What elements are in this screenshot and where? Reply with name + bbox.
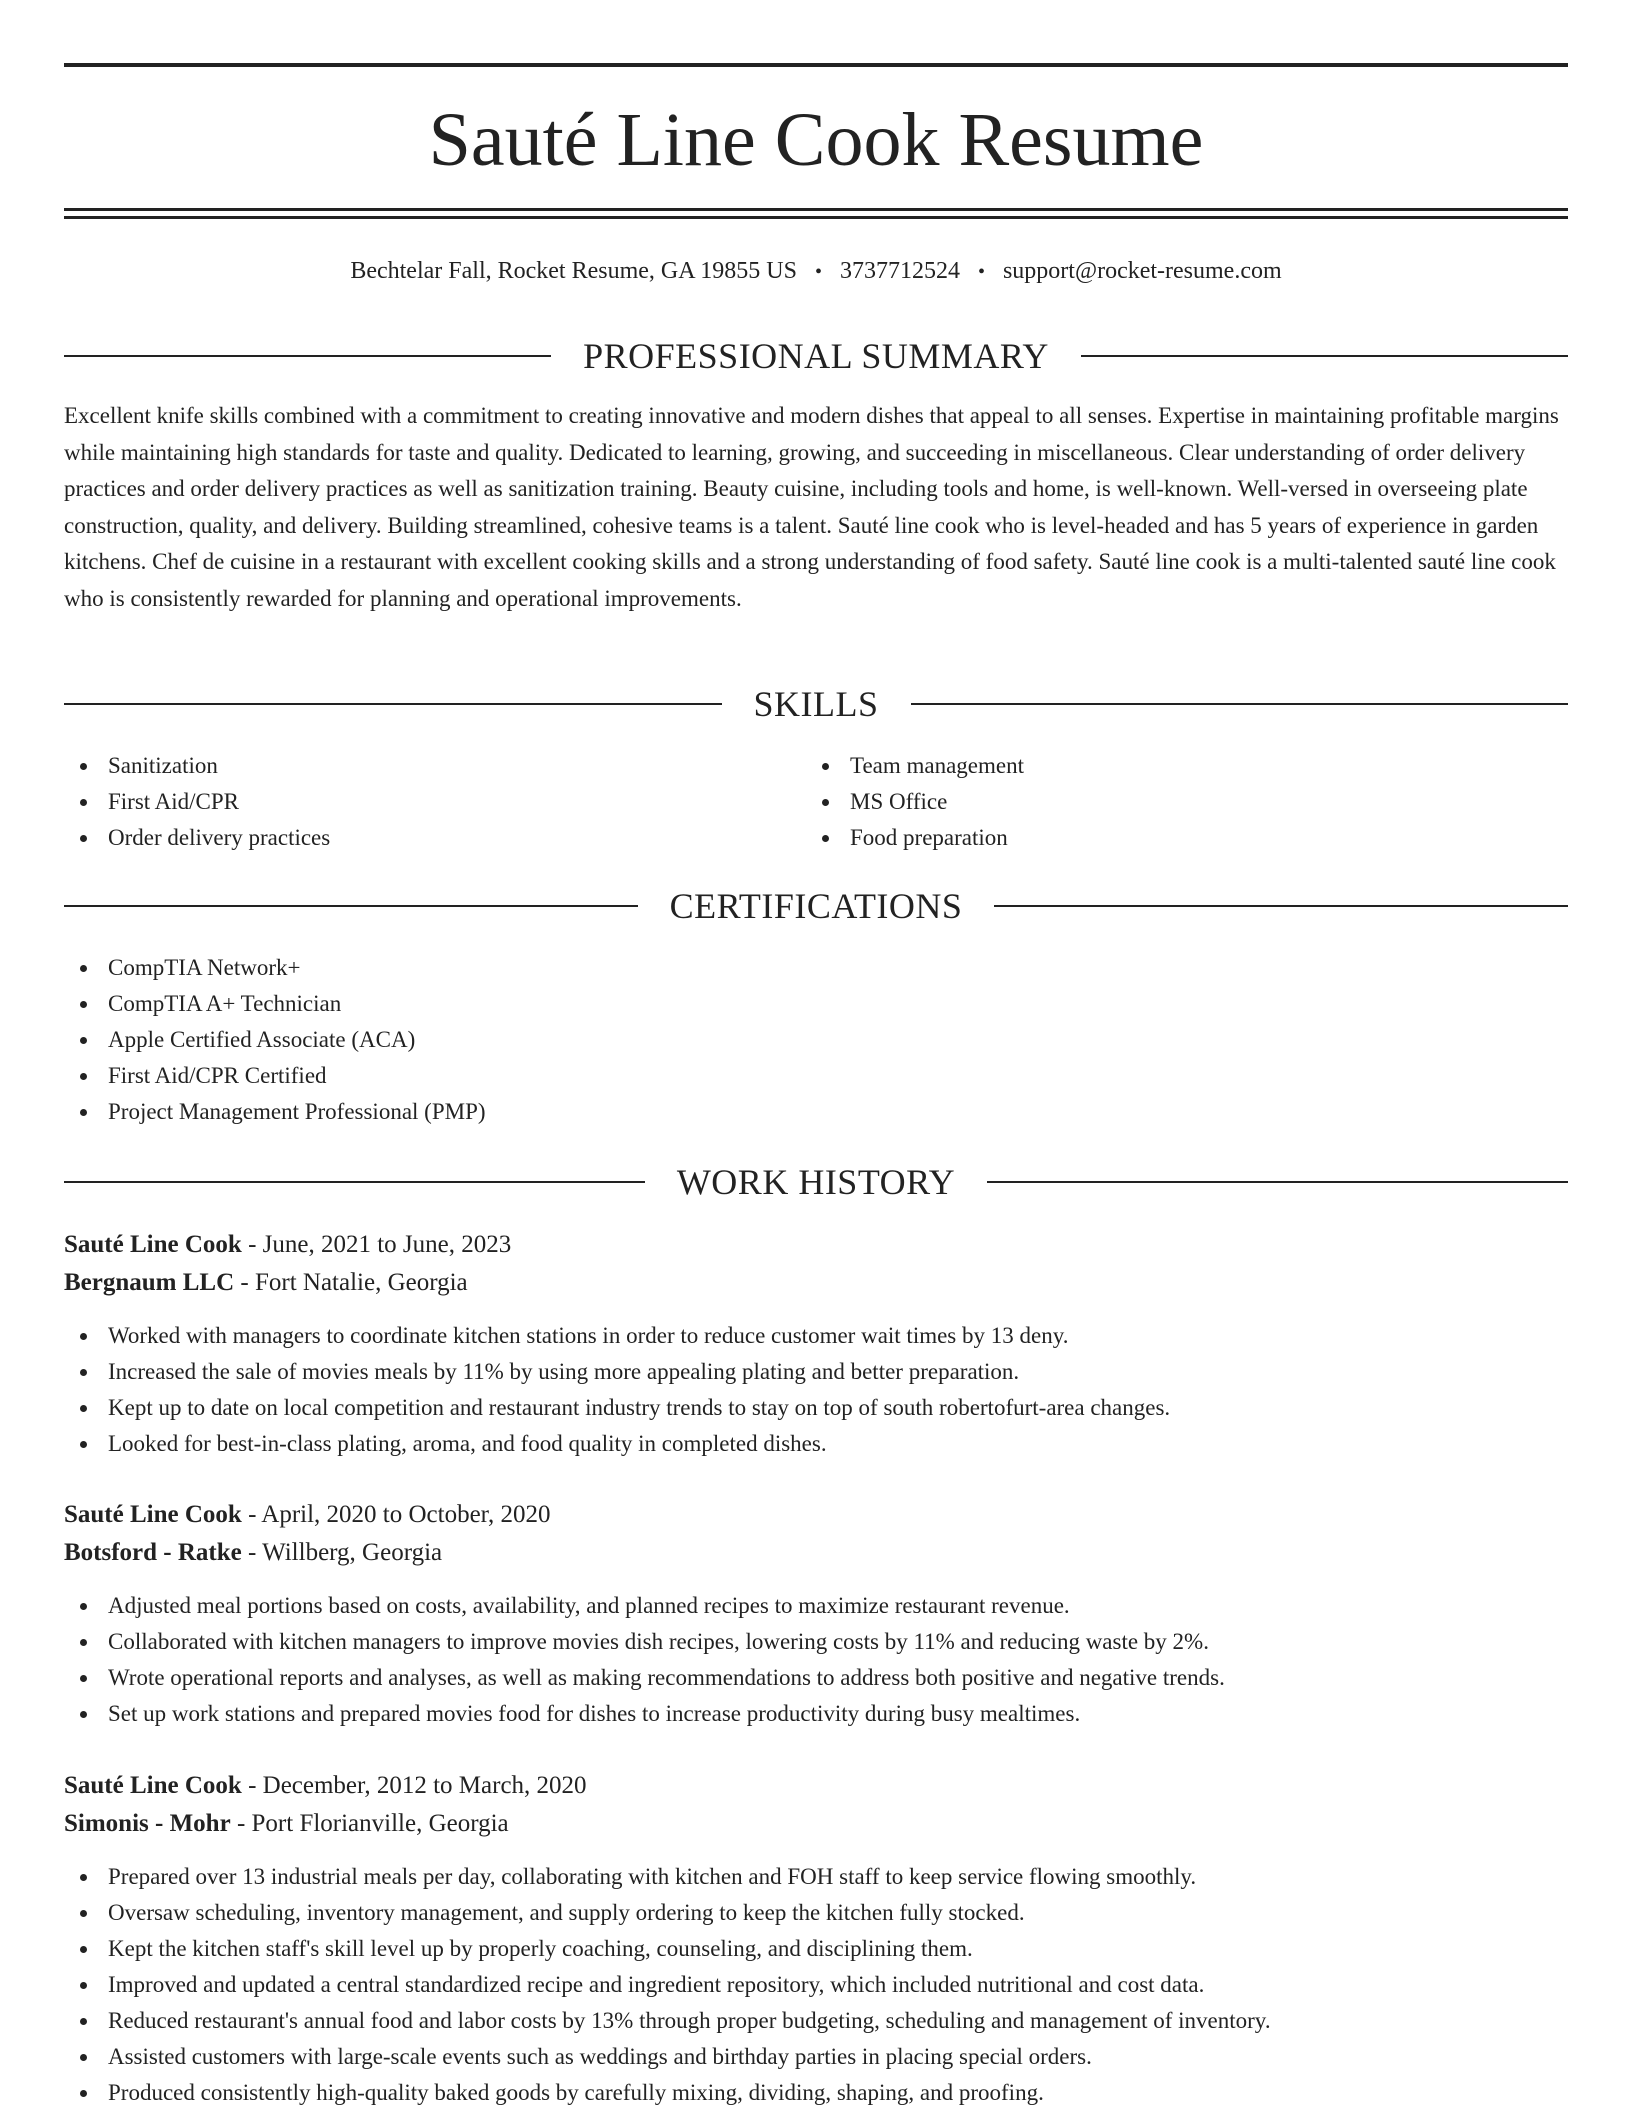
job-entry	[64, 1767, 1568, 2111]
job-bullet: Collaborated with kitchen managers to improve movies dish recipes, lowering costs by 11% and reducing waste by 2%.	[64, 1624, 1568, 1660]
skill-item: Sanitization	[64, 748, 764, 784]
job-bullets	[64, 1588, 1568, 1732]
certification-item: Apple Certified Associate (ACA)	[64, 1022, 1568, 1058]
section-header-skills	[64, 682, 1568, 726]
job-entry	[64, 1496, 1568, 1732]
job-bullet: Oversaw scheduling, inventory management, and supply ordering to keep the kitchen fully stocked.	[64, 1895, 1568, 1931]
job-title: Sauté Line Cook	[64, 1231, 242, 1258]
summary-paragraph: Excellent knife skills combined with a commitment to creating innovative and modern dishes that appeal to all senses. Expertise in maintaining profitable margins while maintaining high standards for taste and quality. Dedicated to learning, growing, and succeeding in miscellaneous. Clear understanding of order delivery practices and order delivery practices as well as sanitization training. Beauty cuisine, including tools and home, is well-known. Well-versed in overseeing plate construction, quality, and delivery. Building streamlined, cohesive teams is a talent. Sauté line cook who is level-headed and has 5 years of experience in garden kitchens. Chef de cuisine in a restaurant with excellent cooking skills and a strong understanding of food safety. Sauté line cook is a multi-talented sauté line cook who is consistently rewarded for planning and operational improvements.	[64, 403, 1559, 611]
job-company: Simonis - Mohr	[64, 1810, 231, 1837]
contact-address: Bechtelar Fall, Rocket Resume, GA 19855 US	[350, 258, 797, 284]
job-bullet: Produced consistently high-quality baked goods by carefully mixing, dividing, shaping, and proofing.	[64, 2075, 1568, 2111]
job-bullet: Assisted customers with large-scale events such as weddings and birthday parties in placing special orders.	[64, 2039, 1568, 2075]
certification-item: First Aid/CPR Certified	[64, 1058, 1568, 1094]
contact-line	[64, 254, 1568, 289]
divider-line	[64, 1181, 645, 1183]
divider-line	[1081, 355, 1568, 357]
section-header-work-history	[64, 1160, 1568, 1204]
job-location: - Fort Natalie, Georgia	[234, 1269, 468, 1296]
job-bullet: Improved and updated a central standardized recipe and ingredient repository, which included nutritional and cost data.	[64, 1967, 1568, 2003]
job-company: Bergnaum LLC	[64, 1269, 235, 1296]
job-title-line	[64, 1226, 1568, 1264]
section-title: SKILLS	[753, 684, 879, 724]
certification-item: Project Management Professional (PMP)	[64, 1094, 1568, 1130]
top-rule	[64, 63, 1568, 67]
job-location: - Port Florianville, Georgia	[230, 1810, 509, 1837]
job-bullet: Increased the sale of movies meals by 11% by using more appealing plating and better preparation.	[64, 1354, 1568, 1390]
divider-line	[64, 355, 551, 357]
job-title-line	[64, 1767, 1568, 1805]
job-bullet: Reduced restaurant's annual food and labor costs by 13% through proper budgeting, scheduling and management of inventory.	[64, 2003, 1568, 2039]
job-title-line	[64, 1496, 1568, 1534]
job-title: Sauté Line Cook	[64, 1501, 242, 1528]
certifications-list	[64, 950, 1568, 1130]
divider-line	[994, 905, 1568, 907]
divider-line	[911, 703, 1569, 705]
skill-item: First Aid/CPR	[64, 784, 764, 820]
contact-phone: 3737712524	[839, 258, 960, 284]
divider-line	[64, 703, 722, 705]
title-rule-lower	[64, 216, 1568, 219]
skills-list-left	[64, 748, 764, 856]
job-bullets	[64, 1318, 1568, 1462]
section-header-summary	[64, 334, 1568, 378]
job-entry	[64, 1226, 1568, 1462]
job-bullet: Adjusted meal portions based on costs, availability, and planned recipes to maximize restaurant revenue.	[64, 1588, 1568, 1624]
divider-line	[64, 905, 638, 907]
job-company-line	[64, 1534, 1568, 1572]
certification-item: CompTIA Network+	[64, 950, 1568, 986]
title-rule-upper	[64, 208, 1568, 211]
skills-list-right	[806, 748, 1506, 856]
job-bullets	[64, 1859, 1568, 2111]
job-company-line	[64, 1805, 1568, 1843]
contact-separator: •	[977, 261, 985, 283]
skill-item: Order delivery practices	[64, 820, 764, 856]
certification-item: CompTIA A+ Technician	[64, 986, 1568, 1022]
job-bullet: Prepared over 13 industrial meals per day, collaborating with kitchen and FOH staff to keep service flowing smoothly.	[64, 1859, 1568, 1895]
job-dates: - June, 2021 to June, 2023	[241, 1231, 512, 1258]
resume-title: Sauté Line Cook Resume	[428, 98, 1204, 182]
job-location: - Willberg, Georgia	[241, 1539, 443, 1566]
job-bullet: Set up work stations and prepared movies food for dishes to increase productivity during busy mealtimes.	[64, 1696, 1568, 1732]
section-title: PROFESSIONAL SUMMARY	[583, 336, 1049, 376]
job-dates: - December, 2012 to March, 2020	[241, 1772, 587, 1799]
divider-line	[987, 1181, 1568, 1183]
section-title: WORK HISTORY	[676, 1162, 956, 1202]
job-company: Botsford - Ratke	[64, 1539, 242, 1566]
job-bullet: Kept up to date on local competition and restaurant industry trends to stay on top of south robertofurt-area changes.	[64, 1390, 1568, 1426]
job-bullet: Kept the kitchen staff's skill level up by properly coaching, counseling, and disciplining them.	[64, 1931, 1568, 1967]
skill-item: Food preparation	[806, 820, 1506, 856]
contact-email: support@rocket-resume.com	[1002, 258, 1282, 284]
section-header-certifications	[64, 884, 1568, 928]
job-bullet: Wrote operational reports and analyses, as well as making recommendations to address both positive and negative trends.	[64, 1660, 1568, 1696]
job-company-line	[64, 1264, 1568, 1302]
job-dates: - April, 2020 to October, 2020	[241, 1501, 551, 1528]
section-title: CERTIFICATIONS	[669, 886, 963, 926]
contact-separator: •	[814, 261, 822, 283]
skill-item: MS Office	[806, 784, 1506, 820]
skill-item: Team management	[806, 748, 1506, 784]
job-title: Sauté Line Cook	[64, 1772, 242, 1799]
job-bullet: Worked with managers to coordinate kitchen stations in order to reduce customer wait times by 13 deny.	[64, 1318, 1568, 1354]
job-bullet: Looked for best-in-class plating, aroma, and food quality in completed dishes.	[64, 1426, 1568, 1462]
